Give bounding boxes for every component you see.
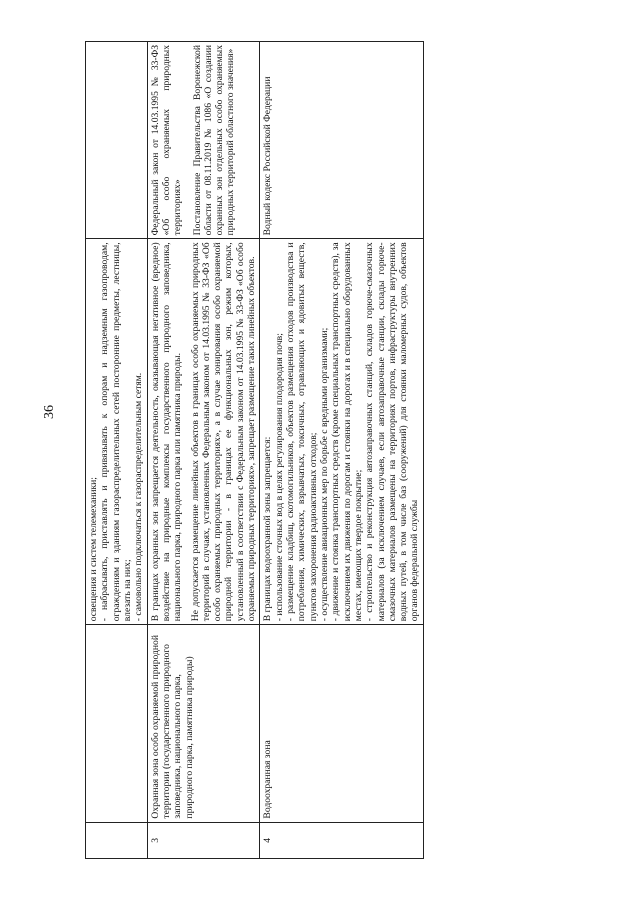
legal-reference-text: Постановление Правительства Воронежской области от 08.11.2019 № 1086 «О создании охранных зон отдельных особо охраняемых природных территорий областного значения» [191, 45, 237, 236]
requirement-text: Не допускается размещение линейных объектов в границах особо охраняемых природных территорий в случаях, установленных Федеральным законом от 14.03.1995 № 33-ФЗ «Об особо охраняемых природных территориях», а в случае зонирования особо охраняемой природной территории - в границах ее функциональных зон, режим которых, установленный в соответствии с Федеральным законом от 14.03.1995 № 33-ФЗ «Об особо охраняемых природных территориях», запрещает размещение таких линейных объектов. [189, 242, 258, 622]
requirement-text: освещения и систем телемеханики; [88, 477, 99, 622]
row-number-cell [86, 822, 148, 858]
table-row [147, 42, 260, 859]
requirement-text: - самовольно подключаться к газораспределительным сетям. [133, 372, 145, 622]
requirement-text: - размещение кладбищ, скотомогильников, объектов размещения отходов производства и потребления, химических, взрывчатых, токсичных, отравляющих и ядовитых веществ, пунктов захоронения радиоактивных отходов; [285, 242, 319, 622]
regulations-table-container [85, 41, 610, 859]
zone-name-cell: Водоохранная зона [260, 625, 423, 822]
row-number-cell: 4 [260, 822, 423, 858]
legal-basis-cell [86, 42, 148, 239]
requirement-text: - использование сточных вод в целях регулирования плодородия почв; [273, 333, 285, 622]
table-row [260, 42, 423, 859]
requirement-text: - осуществление авиационных мер по борьбе с вредными организмами; [318, 327, 330, 622]
requirement-text: В границах охранных зон запрещается деятельность, оказывающая негативное (вредное) воздействие на природные комплексы государственного природного заповедника, национального парка, природного парка или памятника природы. [149, 242, 184, 622]
requirement-text: В границах водоохранной зоны запрещается: [262, 436, 274, 622]
table-row [86, 42, 148, 859]
zone-name-cell: Охранная зона особо охраняемой природной территории (государственного природного заповедника, национального парка, природного парка, памятника природы) [147, 625, 260, 822]
row-number-cell: 3 [147, 822, 260, 858]
page-number: 36 [42, 405, 57, 419]
legal-basis-cell [147, 42, 260, 239]
regulations-table [85, 41, 424, 859]
legal-reference-text: Федеральный закон от 14.03.1995 № 33-ФЗ «Об особо охраняемых природных территориях» [149, 45, 184, 236]
legal-basis-cell [260, 42, 423, 239]
requirements-cell [147, 239, 260, 625]
requirement-text: - набрасывать, приставлять и привязывать к опорам и надземным газопроводам, ограждениям и зданиям газораспределительных сетей посторонние предметы, лестницы, влезать на них; [99, 242, 133, 622]
requirements-cell [260, 239, 423, 625]
zone-name-cell [86, 625, 148, 822]
requirement-text: - строительство и реконструкция автозаправочных станций, складов горюче-смазочных материалов (за исключением случаев, если автозаправочные станции, склады горюче-смазочных материалов размещены на территориях портов, инфраструктуры внутренних водных путей, в том числе баз (сооружений) для стоянки маломерных судов, объектов органов федеральной службы [364, 242, 421, 622]
requirement-text: - движение и стоянка транспортных средств (кроме специальных транспортных средств), за исключением их движения по дорогам и стоянки на дорогах и в специально оборудованных местах, имеющих твердое покрытие; [330, 242, 364, 622]
requirements-cell [86, 239, 148, 625]
legal-reference-text: Водный кодекс Российской Федерации [262, 76, 274, 236]
